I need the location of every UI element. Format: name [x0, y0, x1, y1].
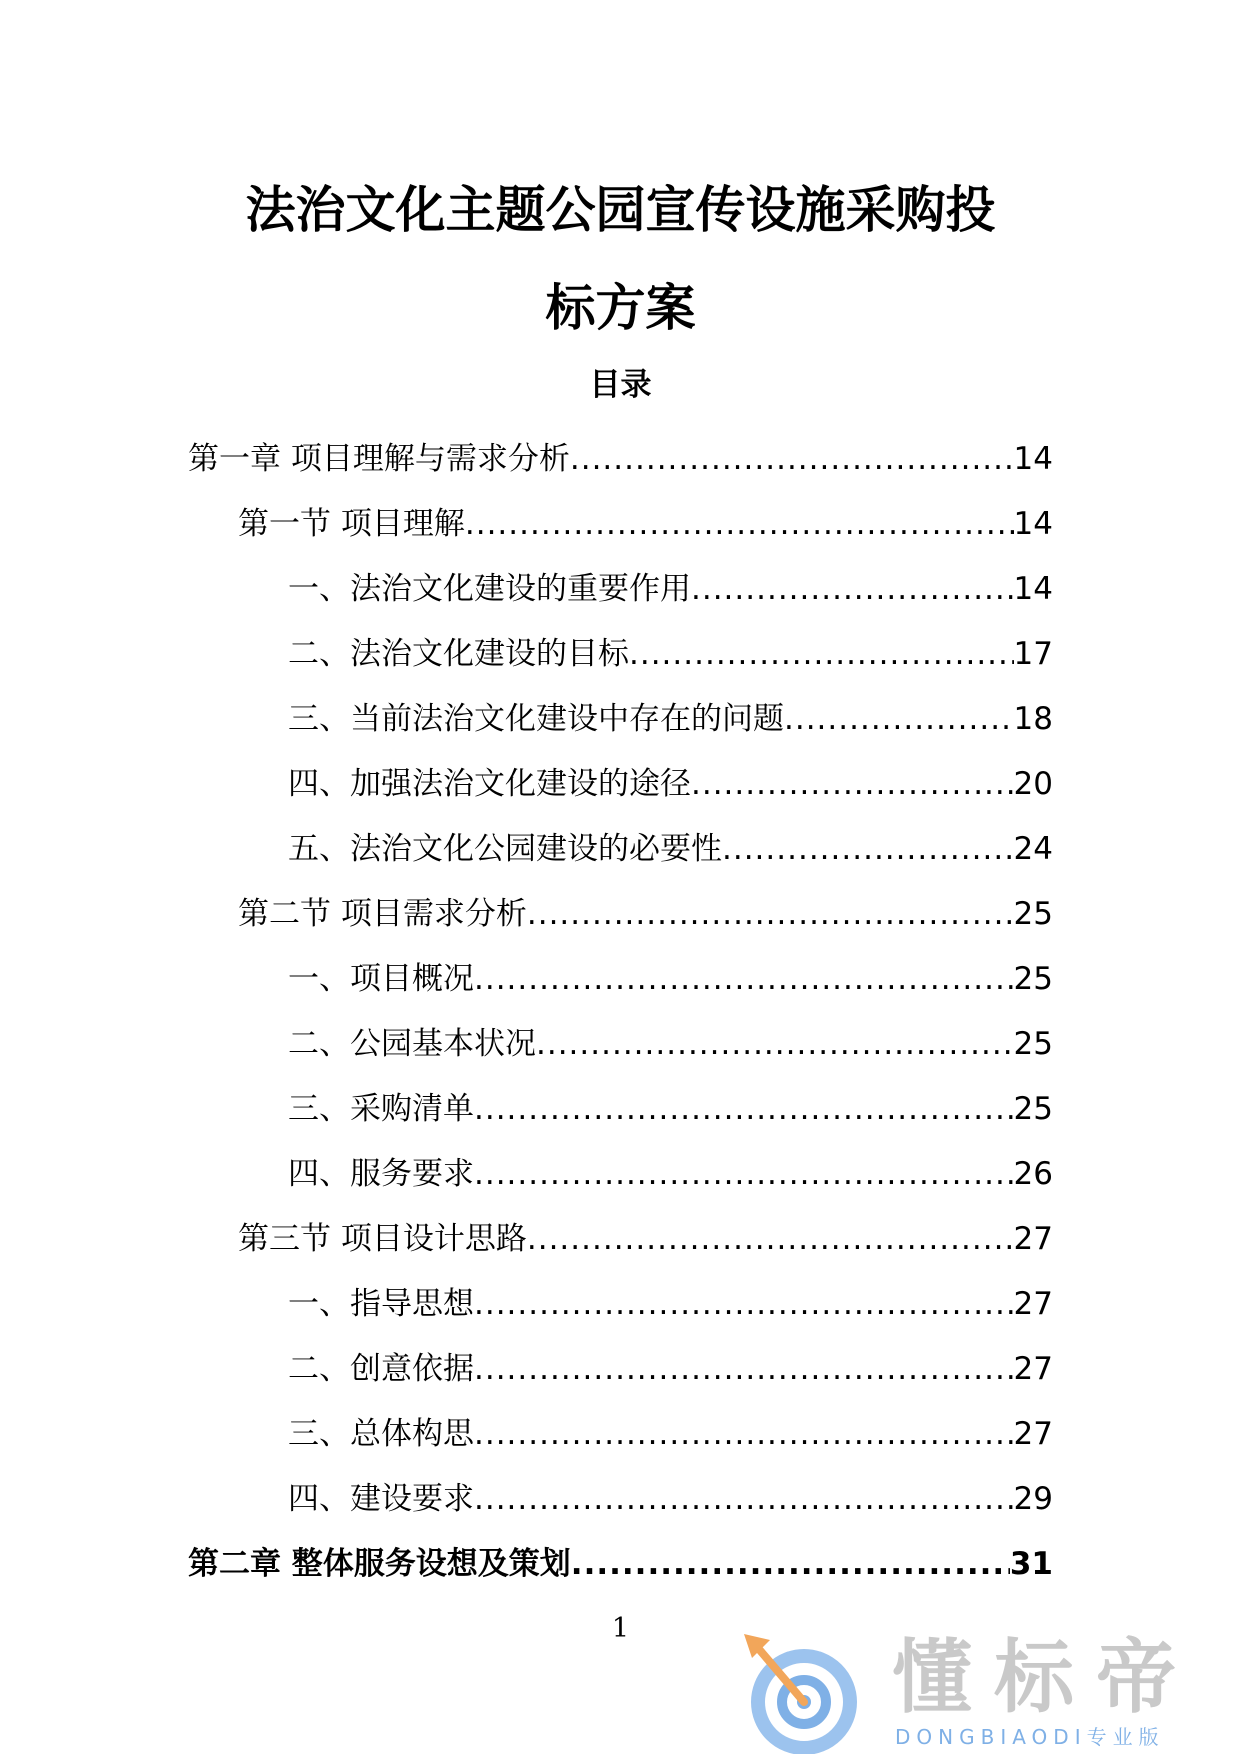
toc-dot-leader [474, 1282, 1014, 1326]
toc-entry[interactable] [0, 426, 1241, 491]
toc-entry-page: 25 [1013, 895, 1053, 932]
toc-entry[interactable] [0, 881, 1241, 946]
document-title-line-2: 标方案 [545, 279, 696, 337]
toc-entry-page: 27 [1013, 1350, 1053, 1387]
toc-dot-leader [691, 567, 1014, 611]
toc-entry[interactable] [0, 1401, 1241, 1466]
toc-entry-page: 27 [1013, 1220, 1053, 1257]
toc-entry-label: 第二节 项目需求分析 [238, 895, 527, 932]
toc-entry-label: 一、法治文化建设的重要作用 [288, 570, 691, 607]
toc-dot-leader [722, 827, 1014, 871]
toc-entry-label: 四、建设要求 [288, 1480, 474, 1517]
toc-entry-label: 三、总体构思 [288, 1415, 474, 1452]
watermark-subtitle: DONGBIAODI专业版 [895, 1725, 1165, 1749]
toc-entry-label: 一、项目概况 [288, 960, 474, 997]
toc-entry[interactable] [0, 621, 1241, 686]
toc-entry[interactable] [0, 1076, 1241, 1141]
page-number: 1 [611, 1613, 630, 1644]
toc-entry[interactable] [0, 1336, 1241, 1401]
toc-entry-label: 第一章 项目理解与需求分析 [188, 440, 570, 477]
toc-entry[interactable] [0, 751, 1241, 816]
toc-entry-page: 20 [1013, 765, 1053, 802]
toc-dot-leader [570, 437, 1014, 481]
toc-entry[interactable] [0, 1466, 1241, 1531]
toc-entry[interactable] [0, 491, 1241, 556]
toc-entry[interactable] [0, 1011, 1241, 1076]
toc-dot-leader [527, 892, 1014, 936]
toc-entry-label: 第一节 项目理解 [238, 505, 465, 542]
toc-entry-page: 25 [1013, 960, 1053, 997]
toc-entry-page: 24 [1013, 830, 1053, 867]
toc-entry[interactable] [0, 946, 1241, 1011]
toc-dot-leader [784, 697, 1014, 741]
target-arrow-icon [740, 1630, 870, 1754]
toc-dot-leader [474, 1412, 1014, 1456]
toc-dot-leader [474, 1347, 1014, 1391]
toc-entry-label: 五、法治文化公园建设的必要性 [288, 830, 722, 867]
toc-entry-page: 14 [1013, 440, 1053, 477]
toc-dot-leader [465, 502, 1014, 546]
toc-entry-label: 二、法治文化建设的目标 [288, 635, 629, 672]
toc-heading: 目录 [589, 367, 652, 403]
toc-entry-label: 四、服务要求 [288, 1155, 474, 1192]
toc-entry-label: 三、采购清单 [288, 1090, 474, 1127]
toc-entry-page: 14 [1013, 505, 1053, 542]
toc-entry-label: 第二章 整体服务设想及策划 [188, 1545, 571, 1582]
toc-dot-leader [629, 632, 1014, 676]
toc-entry-page: 25 [1013, 1025, 1053, 1062]
toc-entry-page: 31 [1009, 1545, 1053, 1582]
toc-entry[interactable] [0, 816, 1241, 881]
toc-entry-label: 一、指导思想 [288, 1285, 474, 1322]
toc-entry[interactable] [0, 1271, 1241, 1336]
toc-entry-label: 二、创意依据 [288, 1350, 474, 1387]
toc-dot-leader [691, 762, 1014, 806]
toc-dot-leader [474, 1152, 1014, 1196]
toc-entry[interactable] [0, 556, 1241, 621]
toc-entry-label: 三、当前法治文化建设中存在的问题 [288, 700, 784, 737]
toc-dot-leader [527, 1217, 1014, 1261]
toc-entry-page: 17 [1013, 635, 1053, 672]
toc-entry-label: 二、公园基本状况 [288, 1025, 536, 1062]
toc-entry-page: 29 [1013, 1480, 1053, 1517]
toc-entry-label: 第三节 项目设计思路 [238, 1220, 527, 1257]
toc-dot-leader [571, 1542, 1010, 1586]
watermark-brand: 懂标帝 [892, 1631, 1198, 1724]
watermark [740, 1630, 1240, 1754]
toc-dot-leader [474, 1087, 1014, 1131]
toc-entry-page: 27 [1013, 1415, 1053, 1452]
toc-entry-page: 14 [1013, 570, 1053, 607]
toc-dot-leader [536, 1022, 1014, 1066]
toc-dot-leader [474, 957, 1014, 1001]
document-title-line-1: 法治文化主题公园宣传设施采购投 [245, 181, 996, 239]
toc-entry-page: 27 [1013, 1285, 1053, 1322]
toc-dot-leader [474, 1477, 1014, 1521]
toc-entry-page: 25 [1013, 1090, 1053, 1127]
toc-entry-label: 四、加强法治文化建设的途径 [288, 765, 691, 802]
toc-entry[interactable] [0, 686, 1241, 751]
toc-entry-page: 26 [1013, 1155, 1053, 1192]
toc-entry[interactable] [0, 1531, 1241, 1596]
toc-entry[interactable] [0, 1141, 1241, 1206]
table-of-contents [0, 426, 1241, 1596]
toc-entry[interactable] [0, 1206, 1241, 1271]
toc-entry-page: 18 [1013, 700, 1053, 737]
